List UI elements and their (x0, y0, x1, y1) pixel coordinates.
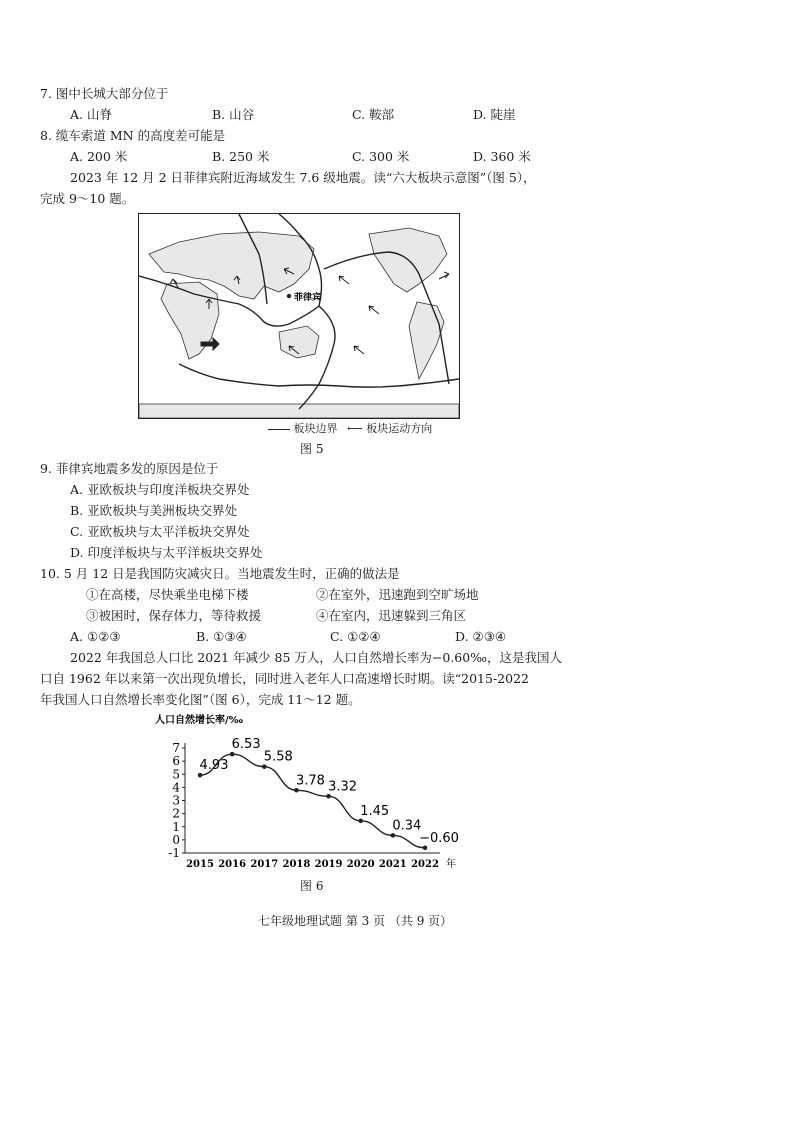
q7-option-b: B. 山谷 (212, 107, 255, 122)
y-tick-label: 1 (172, 819, 180, 834)
data-point (198, 773, 203, 778)
data-point (230, 752, 235, 757)
passage1-line2: 完成 9～10 题。 (40, 191, 135, 206)
data-label: −0.60 (419, 830, 459, 846)
x-tick-label: 2018 (282, 859, 311, 870)
series-line (200, 754, 425, 848)
data-label: 3.78 (295, 773, 325, 789)
x-tick-label: 2020 (346, 859, 375, 870)
x-tick-label: 2021 (378, 859, 407, 870)
data-point (262, 764, 267, 769)
q10-option-d: D. ②③④ (455, 629, 507, 644)
legend-motion-text: 板块运动方向 (366, 422, 433, 435)
antarctica-shape (139, 404, 459, 418)
map-legend (268, 420, 432, 436)
q7-option-c: C. 鞍部 (352, 107, 395, 122)
australia-shape (279, 326, 319, 358)
q10-item-4: ④在室内，迅速躲到三角区 (316, 608, 467, 623)
plate-motion-arrow (339, 276, 349, 284)
q8-option-b: B. 250 米 (212, 149, 270, 164)
philippines-label: 菲律宾 (294, 293, 322, 303)
page-footer: 七年级地理试题 第 3 页 （共 9 页） (258, 914, 453, 928)
q9-stem: 9. 菲律宾地震多发的原因是位于 (40, 461, 219, 476)
y-tick-label: -1 (168, 846, 180, 860)
x-axis-label: 年 (446, 859, 456, 870)
q10-stem: 10. 5 月 12 日是我国防灾减灾日。当地震发生时，正确的做法是 (40, 566, 400, 581)
y-tick-label: 7 (172, 741, 180, 755)
x-tick-label: 2015 (186, 859, 214, 870)
q9-option-b: B. 亚欧板块与美洲板块交界处 (70, 503, 238, 518)
data-point (294, 788, 299, 793)
q9-option-a: A. 亚欧板块与印度洋板块交界处 (70, 482, 250, 497)
arrow-legend-icon: ⟵ (347, 422, 363, 435)
plate-motion-arrow (439, 272, 449, 279)
passage2-line2: 口自 1962 年以来第一次出现负增长，同时进入老年人口高速增长时期。读“2015-2022 (40, 671, 529, 686)
q10-option-a: A. ①②③ (70, 629, 121, 644)
q7-option-d: D. 陡崖 (473, 107, 516, 122)
passage2-line3: 年我国人口自然增长率变化图”（图 6），完成 11～12 题。 (40, 692, 361, 707)
x-tick-label: 2019 (314, 859, 343, 870)
philippines-marker (287, 294, 291, 298)
q8-stem: 8. 缆车索道 MN 的高度差可能是 (40, 128, 226, 143)
passage2-line1: 2022 年我国总人口比 2021 年减少 85 万人，人口自然增长率为−0.60‰，这是我国人 (70, 650, 562, 665)
plate-map (138, 213, 460, 419)
q8-option-d: D. 360 米 (473, 149, 531, 164)
y-axis-label: 人口自然增长率/‰ (155, 715, 244, 726)
y-tick-label: 6 (172, 754, 180, 769)
q9-option-c: C. 亚欧板块与太平洋板块交界处 (70, 524, 250, 539)
south-america-shape (409, 302, 444, 379)
q8-option-c: C. 300 米 (352, 149, 410, 164)
data-label: 0.34 (392, 818, 422, 834)
legend-boundary-text: 板块边界 (293, 422, 338, 435)
y-tick-label: 2 (172, 806, 180, 821)
passage1-line1: 2023 年 12 月 2 日菲律宾附近海域发生 7.6 级地震。读“六大板块示意图”（图 5）， (70, 170, 536, 185)
y-tick-label: 0 (172, 832, 180, 847)
growth-rate-chart (150, 713, 470, 873)
data-point (423, 845, 428, 850)
q7-option-a: A. 山脊 (70, 107, 112, 122)
data-label: 3.32 (328, 779, 358, 795)
africa-shape (161, 282, 219, 359)
chart-caption: 图 6 (300, 879, 324, 893)
data-point (326, 794, 331, 799)
boundary-legend-swatch (268, 429, 290, 430)
q10-item-2: ②在室外，迅速跑到空旷场地 (316, 587, 479, 602)
q10-item-3: ③被困时，保存体力，等待救援 (86, 608, 262, 623)
plate-boundary-line (299, 306, 335, 409)
x-tick-label: 2017 (250, 859, 279, 870)
growth-rate-chart-svg (150, 713, 470, 873)
q9-option-d: D. 印度洋板块与太平洋板块交界处 (70, 545, 263, 560)
y-tick-label: 4 (172, 780, 180, 795)
q10-option-c: C. ①②④ (330, 629, 381, 644)
data-label: 6.53 (231, 737, 261, 753)
data-label: 1.45 (360, 803, 390, 819)
x-tick-label: 2022 (411, 859, 439, 870)
data-label: 5.58 (263, 749, 293, 765)
q10-item-1: ①在高楼，尽快乘坐电梯下楼 (86, 587, 249, 602)
plate-map-drawing (139, 214, 459, 418)
data-point (358, 819, 363, 824)
q7-stem: 7. 图中长城大部分位于 (40, 86, 169, 101)
x-tick-label: 2016 (218, 859, 247, 870)
map-caption: 图 5 (300, 442, 324, 456)
q10-option-b: B. ①③④ (196, 629, 247, 644)
data-label: 4.93 (199, 758, 229, 774)
plate-motion-arrow (354, 346, 364, 354)
q8-option-a: A. 200 米 (70, 149, 128, 164)
plate-motion-arrow (369, 306, 379, 314)
data-point (391, 833, 396, 838)
y-tick-label: 3 (172, 793, 180, 808)
y-tick-label: 5 (172, 767, 180, 782)
